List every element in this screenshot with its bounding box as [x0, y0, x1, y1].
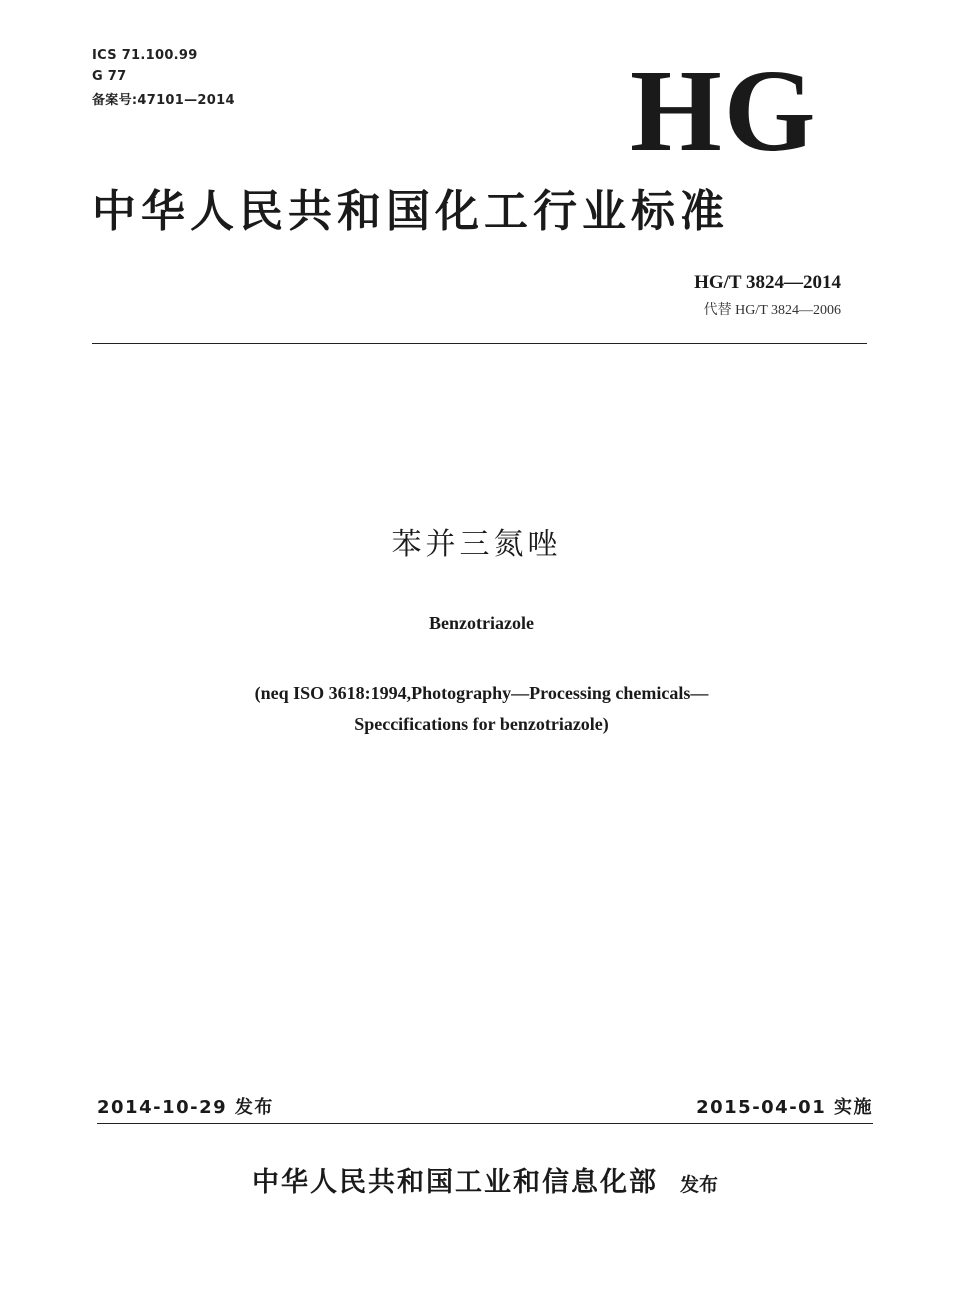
ccs-code: G 77	[92, 69, 127, 84]
hg-logo: HG	[630, 45, 818, 176]
adoption-note	[0, 678, 953, 740]
replaces-standard: 代替 HG/T 3824—2006	[703, 303, 841, 318]
filing-number: 备案号:47101—2014	[92, 93, 235, 108]
document-title-chinese: 苯并三氮唑	[391, 527, 562, 562]
issue-date: 2014-10-29 发布	[97, 1097, 274, 1118]
ics-code: ICS 71.100.99	[92, 48, 198, 63]
footer-divider	[97, 1123, 873, 1124]
document-title-english: Benzotriazole	[429, 613, 534, 633]
adoption-note-line-2: Speccifications for benzotriazole)	[354, 714, 609, 734]
industry-standard-title: 中华人民共和国化工行业标准	[92, 186, 729, 237]
publisher-name: 中华人民共和国工业和信息化部	[251, 1167, 658, 1198]
publisher-verb: 发布	[679, 1174, 718, 1196]
standard-number: HG/T 3824—2014	[694, 272, 841, 293]
adoption-note-line-1: (neq ISO 3618:1994,Photography—Processing chemicals—	[254, 683, 709, 703]
implementation-date: 2015-04-01 实施	[696, 1097, 873, 1118]
header-divider	[92, 343, 867, 344]
publisher-line	[0, 1165, 953, 1203]
